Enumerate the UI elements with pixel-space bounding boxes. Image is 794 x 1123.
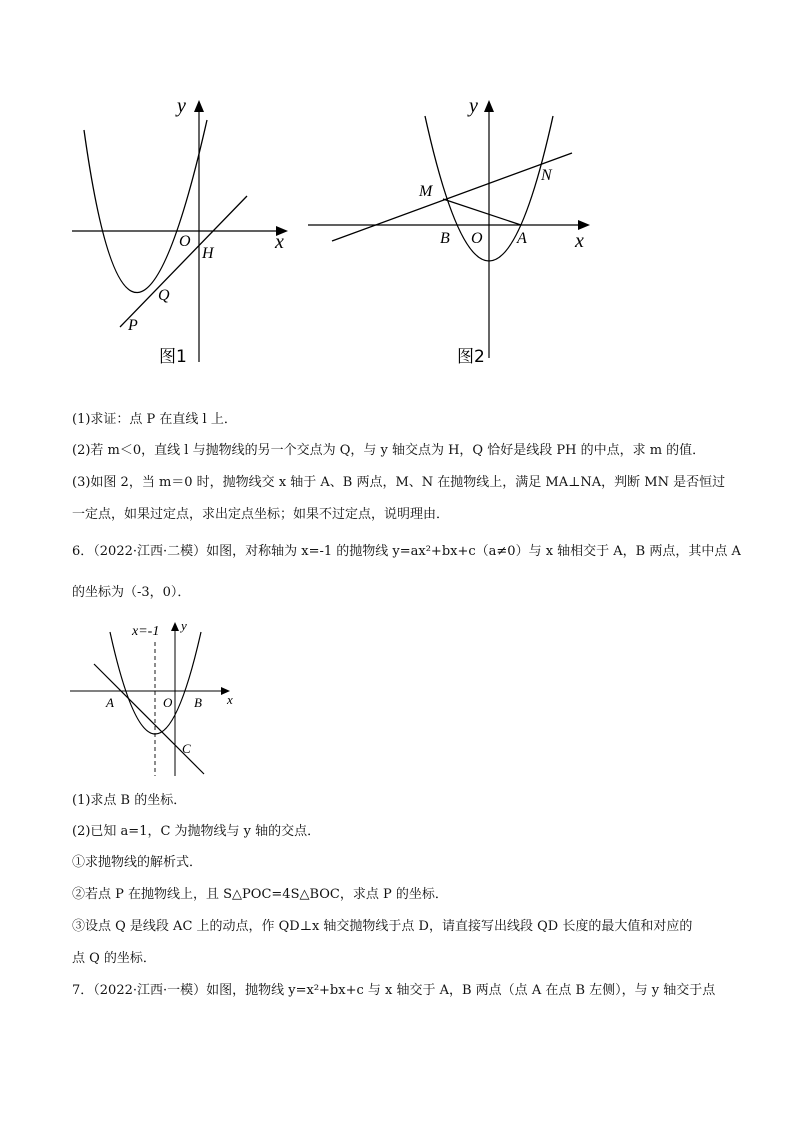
figure-2	[300, 90, 600, 370]
y-axis-label: y	[181, 618, 187, 633]
point-b-label: B	[440, 230, 450, 247]
figure-1	[60, 90, 300, 370]
text-line-13: 7．（2022·江西·一模）如图，抛物线 y=x²+bx+c 与 x 轴交于 A，B 两点（点 A 在点 B 左侧），与 y 轴交于点	[72, 983, 716, 998]
text-line-10: ②若点 P 在抛物线上，且 S△POC=4S△BOC，求点 P 的坐标．	[72, 887, 448, 902]
text-line-9: ①求抛物线的解析式．	[72, 855, 203, 870]
text-line-1: (1)求证：点 P 在直线 l 上．	[72, 412, 237, 427]
figure-1-svg	[60, 90, 300, 370]
symmetry-axis-label: x=-1	[132, 624, 160, 639]
figure-3	[64, 616, 244, 780]
parabola	[110, 632, 201, 734]
figure-1-caption: 图1	[159, 347, 187, 367]
text-line-7: (1)求点 B 的坐标．	[72, 793, 187, 808]
segment-ma	[443, 199, 521, 225]
figure-2-svg	[300, 90, 600, 370]
text-line-11: ③设点 Q 是线段 AC 上的动点，作 QD⊥x 轴交抛物线于点 D，请直接写出线段 QD 长度的最大值和对应的	[72, 919, 693, 934]
point-h-label: H	[202, 245, 214, 262]
text-line-3: (3)如图 2，当 m＝0 时，抛物线交 x 轴于 A、B 两点，M、N 在抛物线上，满足 MA⊥NA，判断 MN 是否恒过	[72, 475, 726, 490]
x-axis-arrow-icon	[578, 220, 590, 230]
y-axis-label: y	[469, 95, 478, 117]
x-axis-label: x	[575, 230, 584, 252]
line-ac	[94, 664, 204, 774]
point-b-label: B	[194, 695, 202, 710]
y-axis-label: y	[177, 95, 186, 117]
figure-3-svg	[64, 616, 244, 780]
point-a-label: A	[517, 230, 527, 247]
y-axis-arrow-icon	[484, 100, 494, 112]
origin-label: O	[471, 230, 483, 247]
y-axis-arrow-icon	[171, 622, 179, 631]
point-a-label: A	[106, 695, 114, 710]
origin-label: O	[179, 233, 191, 250]
point-p-label: P	[128, 317, 138, 334]
x-axis-label: x	[227, 692, 233, 707]
point-n-label: N	[541, 167, 552, 184]
text-line-6: 的坐标为（-3，0）．	[72, 585, 191, 600]
origin-label: O	[163, 695, 173, 710]
parabola	[84, 120, 207, 293]
line-mn	[332, 153, 572, 241]
point-q-label: Q	[158, 287, 170, 304]
figure-2-caption: 图2	[457, 347, 485, 367]
y-axis-arrow-icon	[194, 100, 204, 112]
text-line-2: (2)若 m＜0，直线 l 与抛物线的另一个交点为 Q，与 y 轴交点为 H，Q 恰好是线段 PH 的中点，求 m 的值．	[72, 443, 706, 458]
text-line-12: 点 Q 的坐标．	[72, 951, 156, 966]
x-axis-label: x	[275, 231, 284, 253]
text-line-4: 一定点，如果过定点，求出定点坐标；如果不过定点，说明理由．	[72, 507, 450, 522]
text-line-8: (2)已知 a=1，C 为抛物线与 y 轴的交点．	[72, 824, 321, 839]
line-l	[120, 196, 247, 327]
point-c-label: C	[182, 741, 191, 756]
point-m-label: M	[419, 183, 433, 200]
text-line-5: 6．（2022·江西·二模）如图，对称轴为 x=-1 的抛物线 y=ax²+bx+c（a≠0）与 x 轴相交于 A，B 两点，其中点 A	[72, 544, 741, 559]
